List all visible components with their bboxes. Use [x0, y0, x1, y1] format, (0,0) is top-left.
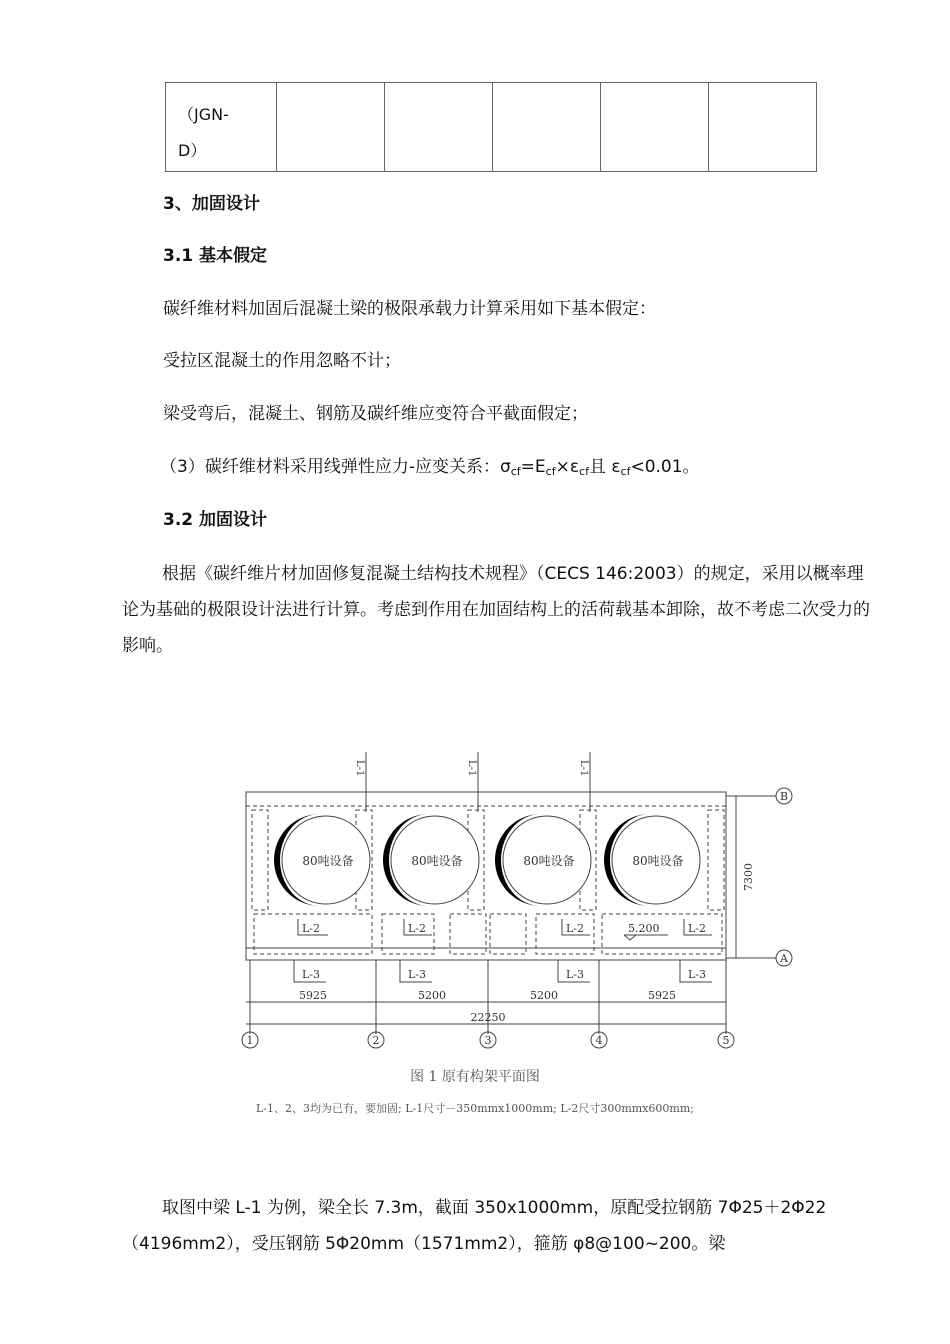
beam-l2-label: L-2	[408, 922, 427, 935]
column-outline	[708, 810, 724, 910]
elevation-label: 5.200	[628, 922, 660, 935]
beam-l3-label: L-3	[566, 968, 585, 981]
beam-l2-label: L-2	[302, 922, 321, 935]
beam-l2-label: L-2	[688, 922, 707, 935]
dimension-label: 5925	[299, 989, 327, 1002]
table-cell	[166, 83, 277, 172]
section-3-2-heading: 3.2 加固设计	[163, 510, 268, 530]
formula-text: ×ε	[555, 457, 580, 477]
table-cell	[385, 83, 493, 172]
section-3-heading: 3、加固设计	[163, 194, 260, 214]
equipment-label: 80吨设备	[411, 854, 463, 868]
dimension-label: 5925	[648, 989, 676, 1002]
formula-text: =E	[520, 457, 546, 477]
assumption-item-3	[160, 455, 700, 479]
beam-l1-label: L-1	[578, 760, 589, 777]
table-cell-line: D）	[178, 141, 207, 160]
formula-subscript: cf	[510, 465, 521, 478]
axis-label: A	[780, 952, 788, 965]
figure-note: L-1、2、3均为已有，要加固; L-1尺寸－350mmx1000mm; L-2尺寸300mmx600mm;	[255, 1102, 694, 1115]
axis-label: 1	[246, 1034, 254, 1047]
formula-text: 且 ε	[588, 457, 621, 477]
beam-l3-label: L-3	[408, 968, 427, 981]
figure-caption: 图 1 原有构架平面图	[410, 1069, 540, 1085]
table-cell	[709, 83, 817, 172]
beam-l2-label: L-2	[566, 922, 585, 935]
dimension-label: 5200	[530, 989, 558, 1002]
equipment-label: 80吨设备	[632, 854, 684, 868]
equipment-label: 80吨设备	[523, 854, 575, 868]
formula-subscript: cf	[579, 465, 589, 478]
total-dimension-label: 22250	[470, 1011, 506, 1024]
axis-label: B	[779, 790, 789, 803]
axis-label: 2	[372, 1034, 380, 1047]
beam-l1-label: L-1	[354, 760, 365, 777]
axis-label: 4	[595, 1034, 603, 1047]
formula-subscript: cf	[545, 465, 556, 478]
beam-l1-markers	[354, 752, 590, 812]
table-cell	[493, 83, 601, 172]
table-cell-line: （JGN-	[178, 105, 229, 124]
dimension-label: 5200	[418, 989, 446, 1002]
beam-l1-label: L-1	[466, 760, 477, 777]
label-leaders	[294, 960, 712, 982]
vertical-dimension-label: 7300	[742, 863, 755, 891]
equipment-group	[274, 814, 700, 906]
table-row	[166, 83, 817, 172]
frame-plan-figure	[236, 752, 806, 1052]
design-paragraph: 根据《碳纤维片材加固修复混凝土结构技术规程》（CECS 146:2003）的规定，采用以概率理论为基础的极限设计法进行计算。考虑到作用在加固结构上的活荷载基本卸除，故不考虑二次受力的影响。	[122, 564, 870, 656]
assumption-item-1: 受拉区混凝土的作用忽略不计；	[163, 351, 401, 371]
equipment-label: 80吨设备	[302, 854, 354, 868]
formula-text: （3）碳纤维材料采用线弹性应力-应变关系：σ	[160, 457, 511, 477]
table-cell	[601, 83, 709, 172]
top-table	[165, 82, 817, 172]
beam-l3-label: L-3	[302, 968, 321, 981]
table-cell	[277, 83, 385, 172]
formula-text: <0.01。	[630, 457, 700, 477]
beam-l3-label: L-3	[688, 968, 707, 981]
column-outline	[252, 810, 268, 910]
example-paragraph: 取图中梁 L-1 为例，梁全长 7.3m，截面 350x1000mm，原配受拉钢筋 7Φ25＋2Φ22（4196mm2），受压钢筋 5Φ20mm（1571mm2），箍筋 φ8@100~200。梁	[122, 1198, 827, 1254]
section-3-1-heading: 3.1 基本假定	[163, 246, 268, 266]
assumption-intro: 碳纤维材料加固后混凝土梁的极限承载力计算采用如下基本假定：	[163, 299, 656, 319]
formula-subscript: cf	[620, 465, 631, 478]
axis-label: 3	[484, 1034, 492, 1047]
assumption-item-2: 梁受弯后，混凝土、钢筋及碳纤维应变符合平截面假定；	[163, 404, 588, 424]
axis-label: 5	[722, 1034, 730, 1047]
